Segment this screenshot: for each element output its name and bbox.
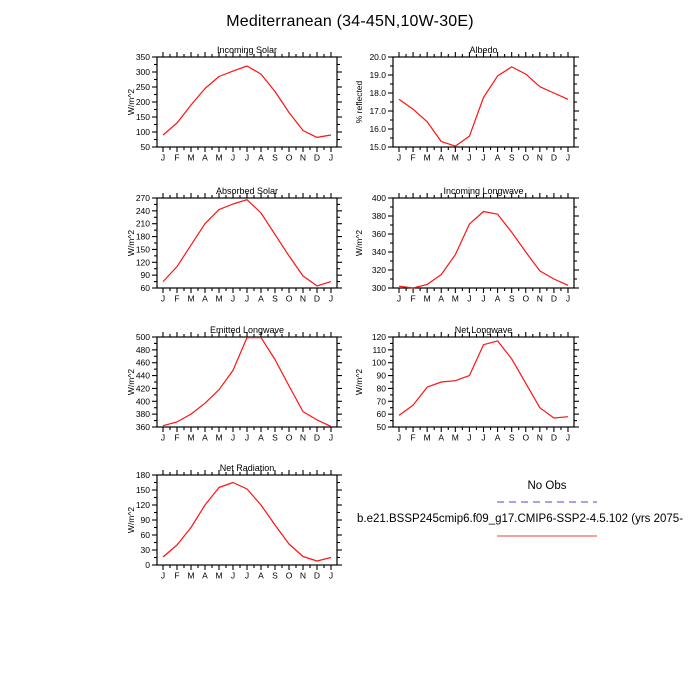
month-label: S <box>508 432 515 443</box>
month-label: A <box>202 293 208 304</box>
y-tick-label: 180 <box>135 231 150 242</box>
y-tick-label: 300 <box>135 67 150 77</box>
month-label: N <box>536 152 543 163</box>
month-label: J <box>244 293 250 304</box>
series-line <box>163 200 331 286</box>
y-tick-label: 90 <box>376 370 386 381</box>
month-label: J <box>230 570 236 581</box>
series-line <box>399 212 568 289</box>
chart-incoming-longwave <box>354 186 579 304</box>
month-label: J <box>160 432 166 443</box>
y-tick-label: 360 <box>371 229 386 239</box>
month-label: J <box>565 152 571 163</box>
y-tick-label: 380 <box>135 409 150 420</box>
chart-title: Incoming Solar <box>216 45 278 55</box>
y-tick-label: 50 <box>376 422 386 432</box>
month-label: M <box>451 152 459 163</box>
month-label: M <box>187 570 195 581</box>
month-label: N <box>299 293 307 304</box>
month-label: M <box>215 570 223 581</box>
month-label: J <box>328 570 334 581</box>
series-line <box>399 67 568 146</box>
y-tick-label: 70 <box>376 396 386 407</box>
month-label: S <box>272 570 278 581</box>
y-tick-label: 20.0 <box>369 52 386 62</box>
month-label: D <box>313 432 321 443</box>
y-tick-label: 100 <box>135 127 150 137</box>
y-tick-label: 250 <box>135 82 150 92</box>
month-label: S <box>508 152 515 163</box>
month-label: F <box>174 570 180 581</box>
y-tick-label: 90 <box>140 270 150 281</box>
month-label: F <box>410 293 416 304</box>
month-label: S <box>508 293 515 304</box>
y-axis-title: W/m^2 <box>126 506 136 534</box>
month-label: A <box>202 152 208 163</box>
month-label: F <box>410 152 416 163</box>
month-label: J <box>160 152 166 163</box>
month-label: M <box>215 432 223 443</box>
month-label: J <box>481 432 486 443</box>
legend-no-obs-label: No Obs <box>527 480 567 492</box>
month-label: O <box>285 293 293 304</box>
month-label: O <box>285 570 293 581</box>
series-line <box>163 483 331 562</box>
month-label: N <box>299 570 307 581</box>
month-label: D <box>550 152 557 163</box>
y-tick-label: 320 <box>371 265 386 275</box>
month-label: D <box>313 570 321 581</box>
legend-model-label: b.e21.BSSP245cmip6.f09_g17.CMIP6-SSP2-4.5.102 (yrs 2075- <box>357 513 684 525</box>
month-label: A <box>438 432 445 443</box>
month-label: A <box>494 152 501 163</box>
month-label: D <box>313 152 321 163</box>
y-tick-label: 200 <box>135 97 150 107</box>
y-tick-label: 17.0 <box>369 106 386 116</box>
y-tick-label: 90 <box>140 515 150 525</box>
month-label: M <box>423 152 431 163</box>
y-axis-title: W/m^2 <box>126 88 136 116</box>
month-label: J <box>396 152 402 163</box>
chart-absorbed-solar <box>126 186 342 304</box>
y-axis-title: W/m^2 <box>354 229 364 257</box>
y-tick-label: 240 <box>135 205 150 216</box>
y-tick-label: 210 <box>135 218 150 229</box>
month-label: A <box>438 293 445 304</box>
month-label: M <box>215 293 223 304</box>
series-line <box>399 341 568 418</box>
y-axis-title: W/m^2 <box>354 368 364 396</box>
month-label: S <box>272 152 278 163</box>
y-tick-label: 60 <box>140 530 150 540</box>
month-label: S <box>272 293 278 304</box>
chart-title: Absorbed Solar <box>215 186 279 196</box>
month-label: O <box>522 152 530 163</box>
month-label: M <box>451 432 459 443</box>
chart-albedo <box>354 45 579 163</box>
month-label: J <box>467 152 472 163</box>
month-label: J <box>230 152 236 163</box>
chart-incoming-solar <box>126 45 342 163</box>
plot-frame <box>157 337 337 427</box>
y-tick-label: 80 <box>376 383 386 394</box>
y-tick-label: 15.0 <box>369 142 386 152</box>
y-tick-label: 60 <box>140 283 150 293</box>
chart-net-radiation <box>126 463 342 581</box>
page-title: Mediterranean (34-45N,10W-30E) <box>226 13 474 30</box>
y-tick-label: 120 <box>135 257 150 268</box>
y-tick-label: 400 <box>135 396 150 407</box>
month-label: O <box>285 432 293 443</box>
month-label: O <box>522 432 530 443</box>
month-label: J <box>481 293 486 304</box>
month-label: J <box>160 293 166 304</box>
month-label: A <box>258 432 264 443</box>
y-tick-label: 400 <box>371 193 386 203</box>
month-label: J <box>328 432 334 443</box>
month-label: J <box>467 432 472 443</box>
month-label: J <box>565 432 571 443</box>
y-tick-label: 18.0 <box>369 88 386 98</box>
series-line <box>163 338 331 427</box>
y-tick-label: 380 <box>371 211 386 221</box>
month-label: A <box>494 293 501 304</box>
month-label: J <box>396 293 402 304</box>
y-tick-label: 60 <box>376 409 386 420</box>
month-label: D <box>313 293 321 304</box>
month-label: M <box>215 152 223 163</box>
y-tick-label: 16.0 <box>369 124 386 134</box>
y-tick-label: 150 <box>135 485 150 495</box>
month-label: J <box>160 570 166 581</box>
y-axis-title: W/m^2 <box>126 368 136 396</box>
month-label: M <box>187 293 195 304</box>
month-label: J <box>244 570 250 581</box>
month-label: A <box>202 432 208 443</box>
month-label: S <box>272 432 278 443</box>
y-tick-label: 100 <box>371 357 386 368</box>
month-label: J <box>565 293 571 304</box>
month-label: A <box>438 152 445 163</box>
month-label: D <box>550 432 557 443</box>
y-tick-label: 0 <box>145 560 150 570</box>
y-tick-label: 150 <box>135 112 150 122</box>
month-label: A <box>494 432 501 443</box>
y-tick-label: 30 <box>140 545 150 555</box>
month-label: F <box>174 152 180 163</box>
month-label: J <box>244 432 250 443</box>
month-label: J <box>481 152 486 163</box>
month-label: A <box>202 570 208 581</box>
month-label: F <box>174 432 180 443</box>
month-label: A <box>258 293 264 304</box>
month-label: D <box>550 293 557 304</box>
y-tick-label: 120 <box>371 332 386 342</box>
y-tick-label: 120 <box>135 500 150 510</box>
chart-title: Incoming Longwave <box>443 186 524 196</box>
month-label: N <box>299 152 307 163</box>
chart-title: Net Longwave <box>454 325 513 335</box>
chart-title: Emitted Longwave <box>209 325 285 335</box>
month-label: M <box>423 293 431 304</box>
month-label: F <box>174 293 180 304</box>
y-tick-label: 440 <box>135 370 150 381</box>
y-tick-label: 110 <box>372 344 386 355</box>
y-tick-label: 340 <box>371 247 386 257</box>
month-label: J <box>230 293 236 304</box>
y-axis-title: W/m^2 <box>126 229 136 257</box>
y-tick-label: 350 <box>135 52 150 62</box>
month-label: J <box>328 152 334 163</box>
month-label: N <box>536 432 543 443</box>
month-label: J <box>244 152 250 163</box>
month-label: A <box>258 570 264 581</box>
plot-frame <box>393 57 574 147</box>
month-label: N <box>536 293 543 304</box>
y-tick-label: 180 <box>135 470 150 480</box>
month-label: M <box>423 432 431 443</box>
month-label: J <box>396 432 402 443</box>
y-tick-label: 300 <box>371 283 386 293</box>
month-label: M <box>187 152 195 163</box>
y-tick-label: 480 <box>135 344 150 355</box>
y-axis-title: % reflected <box>354 80 364 124</box>
y-tick-label: 150 <box>135 244 150 255</box>
chart-title: Albedo <box>469 45 498 55</box>
chart-net-longwave <box>354 325 579 443</box>
month-label: J <box>230 432 236 443</box>
month-label: O <box>522 293 530 304</box>
y-tick-label: 50 <box>140 142 150 152</box>
y-tick-label: 360 <box>135 422 150 432</box>
chart-emitted-longwave <box>126 325 342 443</box>
y-tick-label: 460 <box>135 357 150 368</box>
y-tick-label: 500 <box>135 332 150 342</box>
chart-title: Net Radiation <box>219 463 275 473</box>
y-tick-label: 19.0 <box>369 70 386 80</box>
month-label: J <box>328 293 334 304</box>
plot-frame <box>157 198 337 288</box>
month-label: M <box>187 432 195 443</box>
series-line <box>163 66 331 137</box>
month-label: F <box>410 432 416 443</box>
y-tick-label: 420 <box>135 383 150 394</box>
month-label: M <box>451 293 459 304</box>
month-label: N <box>299 432 307 443</box>
y-tick-label: 270 <box>135 193 150 203</box>
month-label: A <box>258 152 264 163</box>
month-label: J <box>467 293 472 304</box>
month-label: O <box>285 152 293 163</box>
